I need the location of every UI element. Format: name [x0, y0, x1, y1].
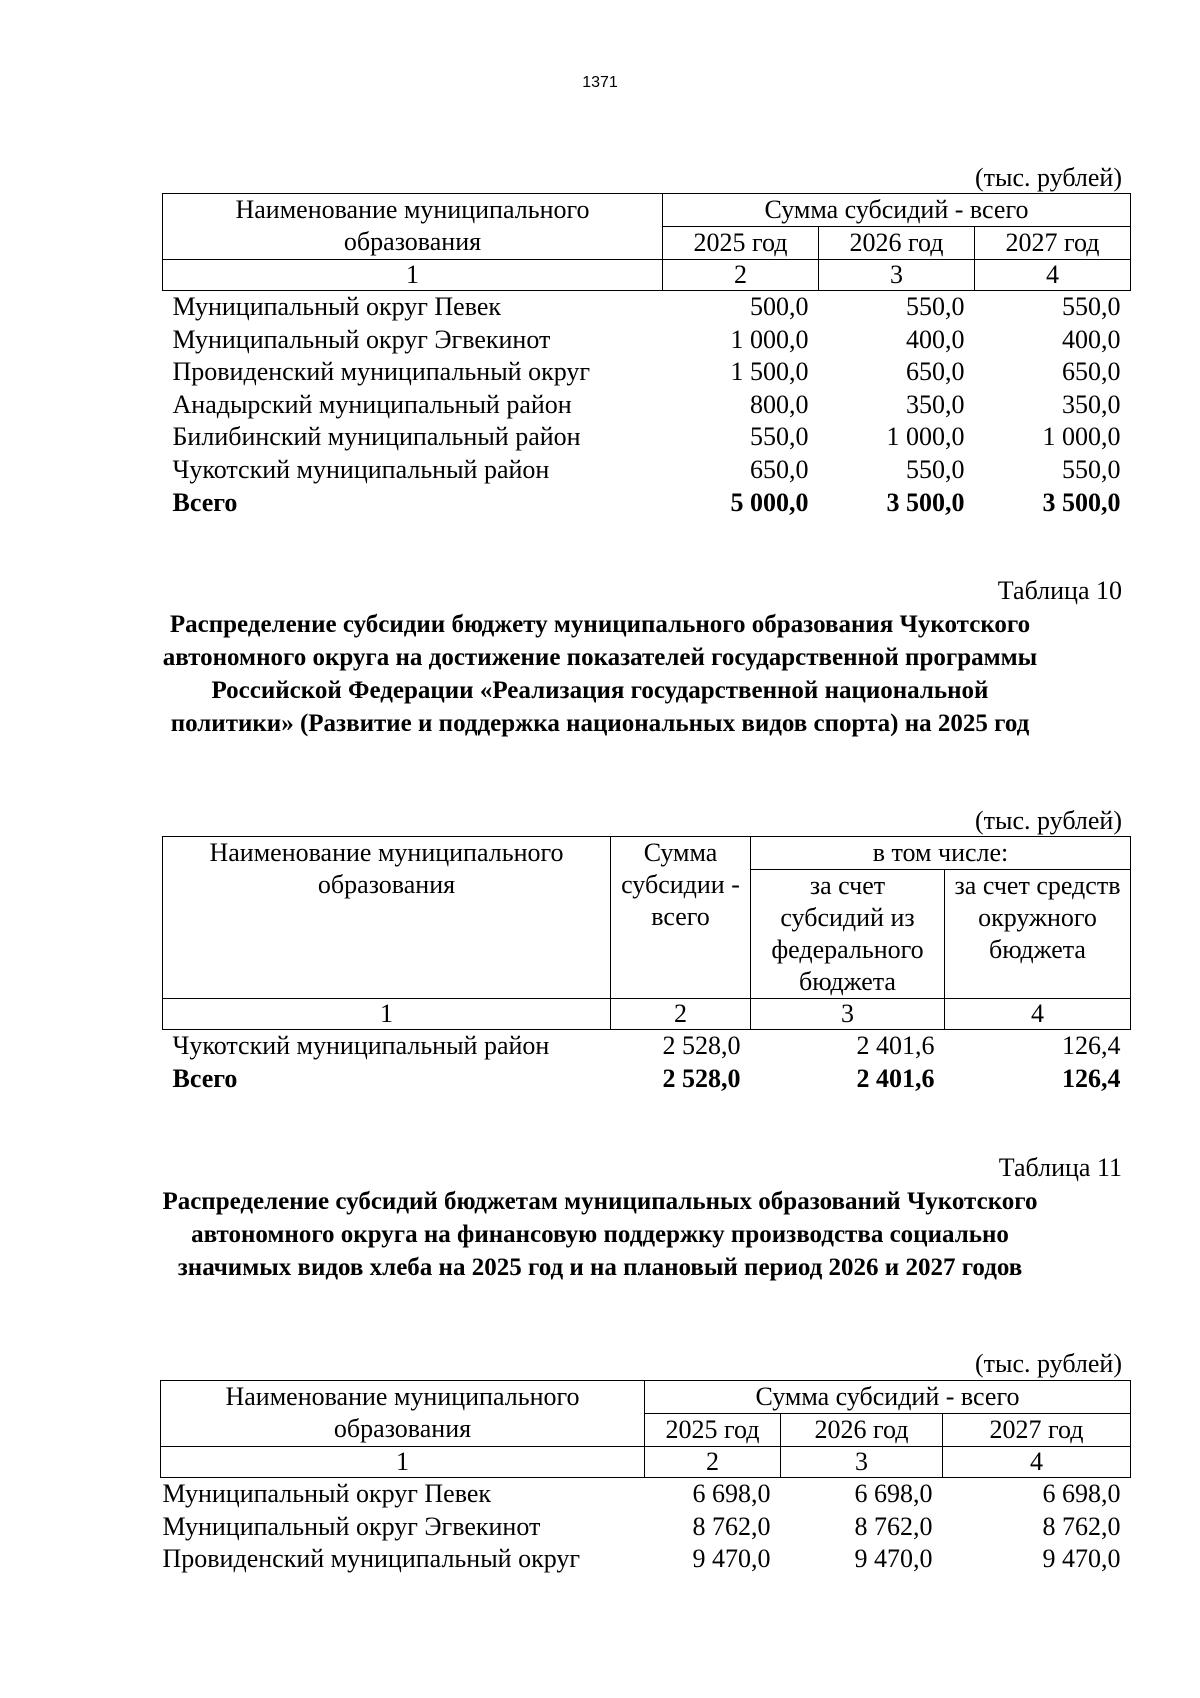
column-number: 4 — [975, 260, 1131, 291]
row-name: Провиденский муниципальный округ — [172, 357, 591, 387]
row-name: Чукотский муниципальный район — [172, 1031, 550, 1060]
header-name: Наименование муниципального образования — [163, 837, 611, 999]
total-label: Всего — [172, 487, 238, 517]
total-row — [163, 1063, 1131, 1096]
column-number: 1 — [161, 1447, 645, 1478]
row-name: Муниципальный округ Певек — [172, 292, 502, 321]
header-group: Сумма субсидий - всего — [663, 194, 1131, 227]
subsidy-table-top — [162, 193, 1131, 519]
total-value: 2 528,0 — [662, 1063, 741, 1093]
row-name: Чукотский муниципальный район — [172, 454, 550, 484]
total-value: 3 500,0 — [1042, 487, 1121, 517]
row-value: 8 762,0 — [854, 1511, 933, 1541]
total-value: 5 000,0 — [730, 487, 809, 517]
table-row — [161, 1478, 1131, 1511]
header-federal: за счет субсидий из федерального бюджета — [751, 870, 945, 999]
table-row — [163, 421, 1131, 454]
row-value: 9 470,0 — [692, 1544, 771, 1574]
row-name: Билибинский муниципальный район — [172, 422, 581, 452]
row-value: 500,0 — [750, 292, 809, 321]
row-value: 6 698,0 — [692, 1479, 771, 1508]
row-value: 650,0 — [750, 454, 809, 484]
table-row — [163, 291, 1131, 324]
column-number: 1 — [163, 260, 663, 291]
header-year: 2025 год — [663, 227, 819, 260]
subsidy-table-11 — [160, 1380, 1131, 1576]
header-name: Наименование муниципального образования — [161, 1381, 645, 1447]
header-name: Наименование муниципального образования — [163, 194, 663, 260]
row-value: 9 470,0 — [854, 1544, 933, 1574]
row-value: 400,0 — [1062, 324, 1121, 354]
row-value: 126,4 — [1062, 1031, 1121, 1060]
column-number: 4 — [943, 1447, 1131, 1478]
row-value: 350,0 — [906, 389, 965, 419]
row-name: Провиденский муниципальный округ — [162, 1544, 581, 1574]
row-name: Муниципальный округ Эгвекинот — [172, 324, 551, 354]
row-value: 8 762,0 — [1042, 1511, 1121, 1541]
header-year: 2027 год — [975, 227, 1131, 260]
total-label: Всего — [172, 1063, 238, 1093]
row-value: 1 000,0 — [730, 324, 809, 354]
header-group: в том числе: — [751, 837, 1131, 870]
row-value: 550,0 — [1062, 292, 1121, 321]
table-row — [161, 1543, 1131, 1576]
row-value: 9 470,0 — [1042, 1544, 1121, 1574]
unit-label: (тыс. рублей) — [974, 1349, 1122, 1378]
header-year: 2027 год — [943, 1414, 1131, 1447]
table-row — [163, 324, 1131, 357]
row-value: 550,0 — [906, 454, 965, 484]
row-value: 550,0 — [1062, 454, 1121, 484]
column-number: 2 — [663, 260, 819, 291]
row-value: 2 528,0 — [662, 1031, 741, 1060]
row-value: 650,0 — [906, 357, 965, 387]
table-title: Распределение субсидии бюджету муниципального образования Чукотского автономного округа на достижение показателей государственной программы Российской Федерации «Реализация государственной национальной политики» (Развитие и поддержка национальных видов спорта) на 2025 год — [162, 611, 1038, 737]
row-value: 1 000,0 — [1042, 422, 1121, 452]
row-name: Анадырский муниципальный район — [172, 389, 572, 419]
total-row — [163, 487, 1131, 520]
table-row — [163, 389, 1131, 422]
row-value: 650,0 — [1062, 357, 1121, 387]
table-row — [163, 356, 1131, 389]
row-value: 2 401,6 — [856, 1031, 935, 1060]
row-value: 550,0 — [750, 422, 809, 452]
table-label: Таблица 10 — [997, 576, 1122, 605]
column-number: 2 — [645, 1447, 781, 1478]
subsidy-table-10 — [162, 836, 1131, 1095]
total-value: 2 401,6 — [856, 1063, 935, 1093]
header-group: Сумма субсидий - всего — [645, 1381, 1131, 1414]
table-row — [163, 1030, 1131, 1063]
total-value: 126,4 — [1062, 1063, 1121, 1093]
row-value: 8 762,0 — [692, 1511, 771, 1541]
column-number: 3 — [781, 1447, 943, 1478]
row-name: Муниципальный округ Певек — [162, 1479, 492, 1508]
row-value: 550,0 — [906, 292, 965, 321]
row-value: 1 500,0 — [730, 357, 809, 387]
total-value: 3 500,0 — [886, 487, 965, 517]
header-district: за счет средств окружного бюджета — [945, 870, 1131, 999]
column-number: 3 — [819, 260, 975, 291]
row-value: 800,0 — [750, 389, 809, 419]
unit-label: (тыс. рублей) — [974, 806, 1122, 835]
row-value: 350,0 — [1062, 389, 1121, 419]
column-number: 4 — [945, 999, 1131, 1030]
table-row — [163, 454, 1131, 487]
header-year: 2026 год — [819, 227, 975, 260]
table-title: Распределение субсидий бюджетам муниципальных образований Чукотского автономного округа на финансовую поддержку производства социально значимых видов хлеба на 2025 год и на плановый период 2026 и 2027 годов — [162, 1188, 1038, 1281]
row-value: 1 000,0 — [886, 422, 965, 452]
row-value: 6 698,0 — [854, 1479, 933, 1508]
row-value: 400,0 — [906, 324, 965, 354]
row-value: 6 698,0 — [1042, 1479, 1121, 1508]
page-number: 1371 — [582, 74, 618, 91]
column-number: 2 — [611, 999, 751, 1030]
header-year: 2025 год — [645, 1414, 781, 1447]
table-row — [161, 1511, 1131, 1544]
column-number: 3 — [751, 999, 945, 1030]
table-label: Таблица 11 — [998, 1153, 1122, 1182]
header-sum: Сумма субсидии - всего — [611, 837, 751, 999]
row-name: Муниципальный округ Эгвекинот — [162, 1511, 541, 1541]
header-year: 2026 год — [781, 1414, 943, 1447]
unit-label: (тыс. рублей) — [974, 163, 1122, 192]
column-number: 1 — [163, 999, 611, 1030]
